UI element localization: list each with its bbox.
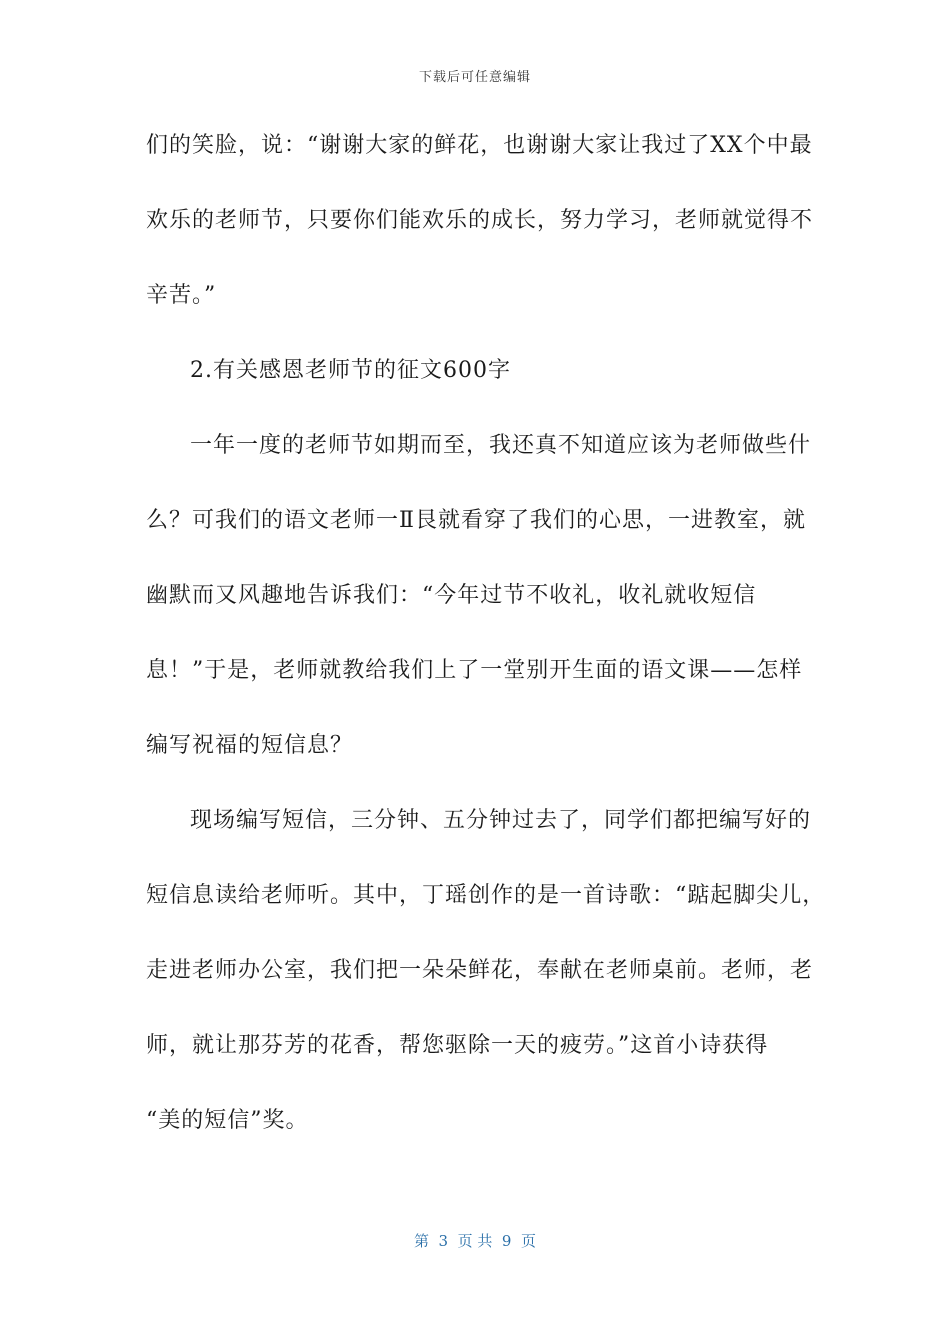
- body-line: 师，就让那芬芳的花香，帮您驱除一天的疲劳。”这首小诗获得: [146, 1033, 769, 1058]
- body-line: 走进老师办公室，我们把一朵朵鲜花，奉献在老师桌前。老师，老: [146, 958, 814, 983]
- section-heading: 2.有关感恩老师节的征文600字: [190, 358, 511, 383]
- body-line: 息！”于是，老师就教给我们上了一堂别开生面的语文课——怎样: [146, 658, 803, 683]
- body-line: 辛苦。”: [146, 283, 217, 308]
- body-line: 一年一度的老师节如期而至，我还真不知道应该为老师做些什: [190, 433, 812, 458]
- body-line: 幽默而又风趣地告诉我们：“今年过节不收礼，收礼就收短信: [146, 583, 757, 608]
- page-header-note: 下载后可任意编辑: [418, 70, 531, 85]
- page-number-footer: 第 3 页 共 9 页: [414, 1232, 536, 1250]
- body-line: 编写祝福的短信息？: [146, 733, 354, 758]
- body-line: 现场编写短信，三分钟、五分钟过去了，同学们都把编写好的: [190, 808, 812, 833]
- body-line: 短信息读给老师听。其中，丁瑶创作的是一首诗歌：“踮起脚尖儿，: [146, 883, 826, 908]
- body-line: “美的短信”奖。: [146, 1108, 309, 1133]
- body-line: 么？可我们的语文老师一Ⅱ艮就看穿了我们的心思，一进教室，就: [146, 508, 806, 533]
- body-line: 欢乐的老师节，只要你们能欢乐的成长，努力学习，老师就觉得不: [146, 208, 814, 233]
- body-line: 们的笑脸，说：“谢谢大家的鲜花，也谢谢大家让我过了XX个中最: [146, 133, 813, 158]
